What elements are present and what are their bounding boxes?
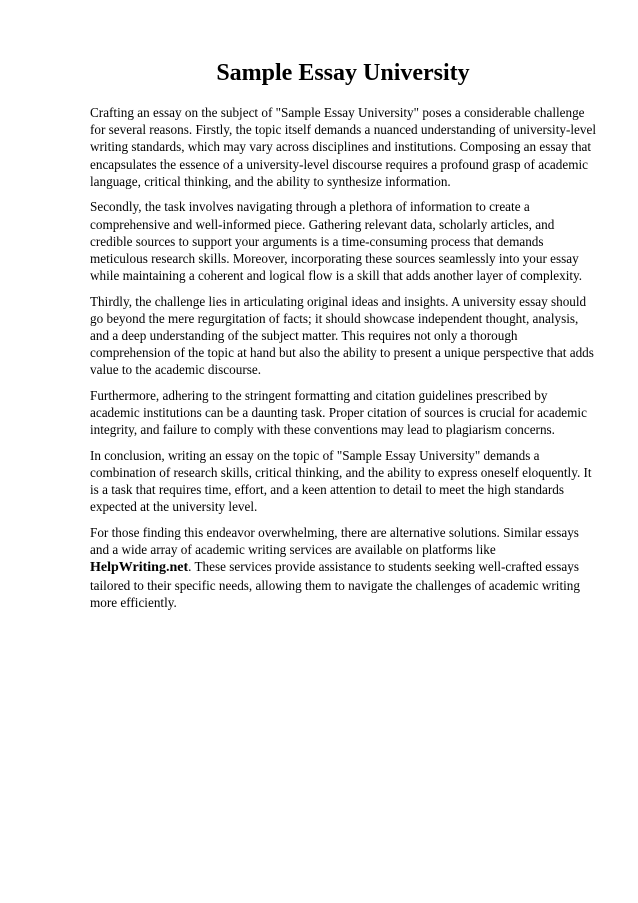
helpwriting-link[interactable]: HelpWriting.net (90, 560, 189, 576)
paragraph-furthermore: Furthermore, adhering to the stringent formatting and citation guidelines prescribed by academic institutions can be a daunting task. Proper citation of sources is crucial for academic integrity, and failure to comply with these conventions may lead to plagiarism concerns. (90, 387, 587, 438)
document-page (90, 58, 596, 619)
paragraph-intro: Crafting an essay on the subject of "Sample Essay University" poses a considerable challenge for several reasons. Firstly, the topic itself demands a nuanced understanding of university-level writing standards, which may vary across disciplines and institutions. Composing an essay that encapsulates the essence of a university-level discourse requires a profound grasp of academic language, critical thinking, and the ability to synthesize information. (90, 105, 596, 189)
paragraph-thirdly: Thirdly, the challenge lies in articulating original ideas and insights. A university essay should go beyond the mere regurgitation of facts; it should showcase independent thought, analysis, and a deep understanding of the subject matter. This requires not only a thorough comprehension of the topic at hand but also the ability to present a unique perspective that adds value to the academic discourse. (90, 293, 594, 378)
paragraph-secondly: Secondly, the task involves navigating through a plethora of information to create a comprehensive and well-informed piece. Gathering relevant data, scholarly articles, and credible sources to support your arguments is a time-consuming process that demands meticulous research skills. Moreover, incorporating these sources seamlessly into your essay while maintaining a coherent and logical flow is a skill that adds another layer of complexity. (90, 199, 583, 284)
alternatives-text-after-link: . These services provide assistance to students seeking well-crafted essays tailored to their specific needs, allowing them to navigate the challenges of academic writing more efficiently. (90, 559, 580, 610)
document-title: Sample Essay University (216, 60, 470, 86)
paragraph-alternatives (90, 524, 596, 611)
alternatives-text-before-link: For those finding this endeavor overwhelming, there are alternative solutions. Similar essays and a wide array of academic writing services are available on platforms like (90, 524, 579, 558)
paragraph-conclusion: In conclusion, writing an essay on the topic of "Sample Essay University" demands a combination of research skills, critical thinking, and the ability to express oneself eloquently. It is a task that requires time, effort, and a keen attention to detail to meet the high standards expected at the university level. (90, 447, 592, 515)
